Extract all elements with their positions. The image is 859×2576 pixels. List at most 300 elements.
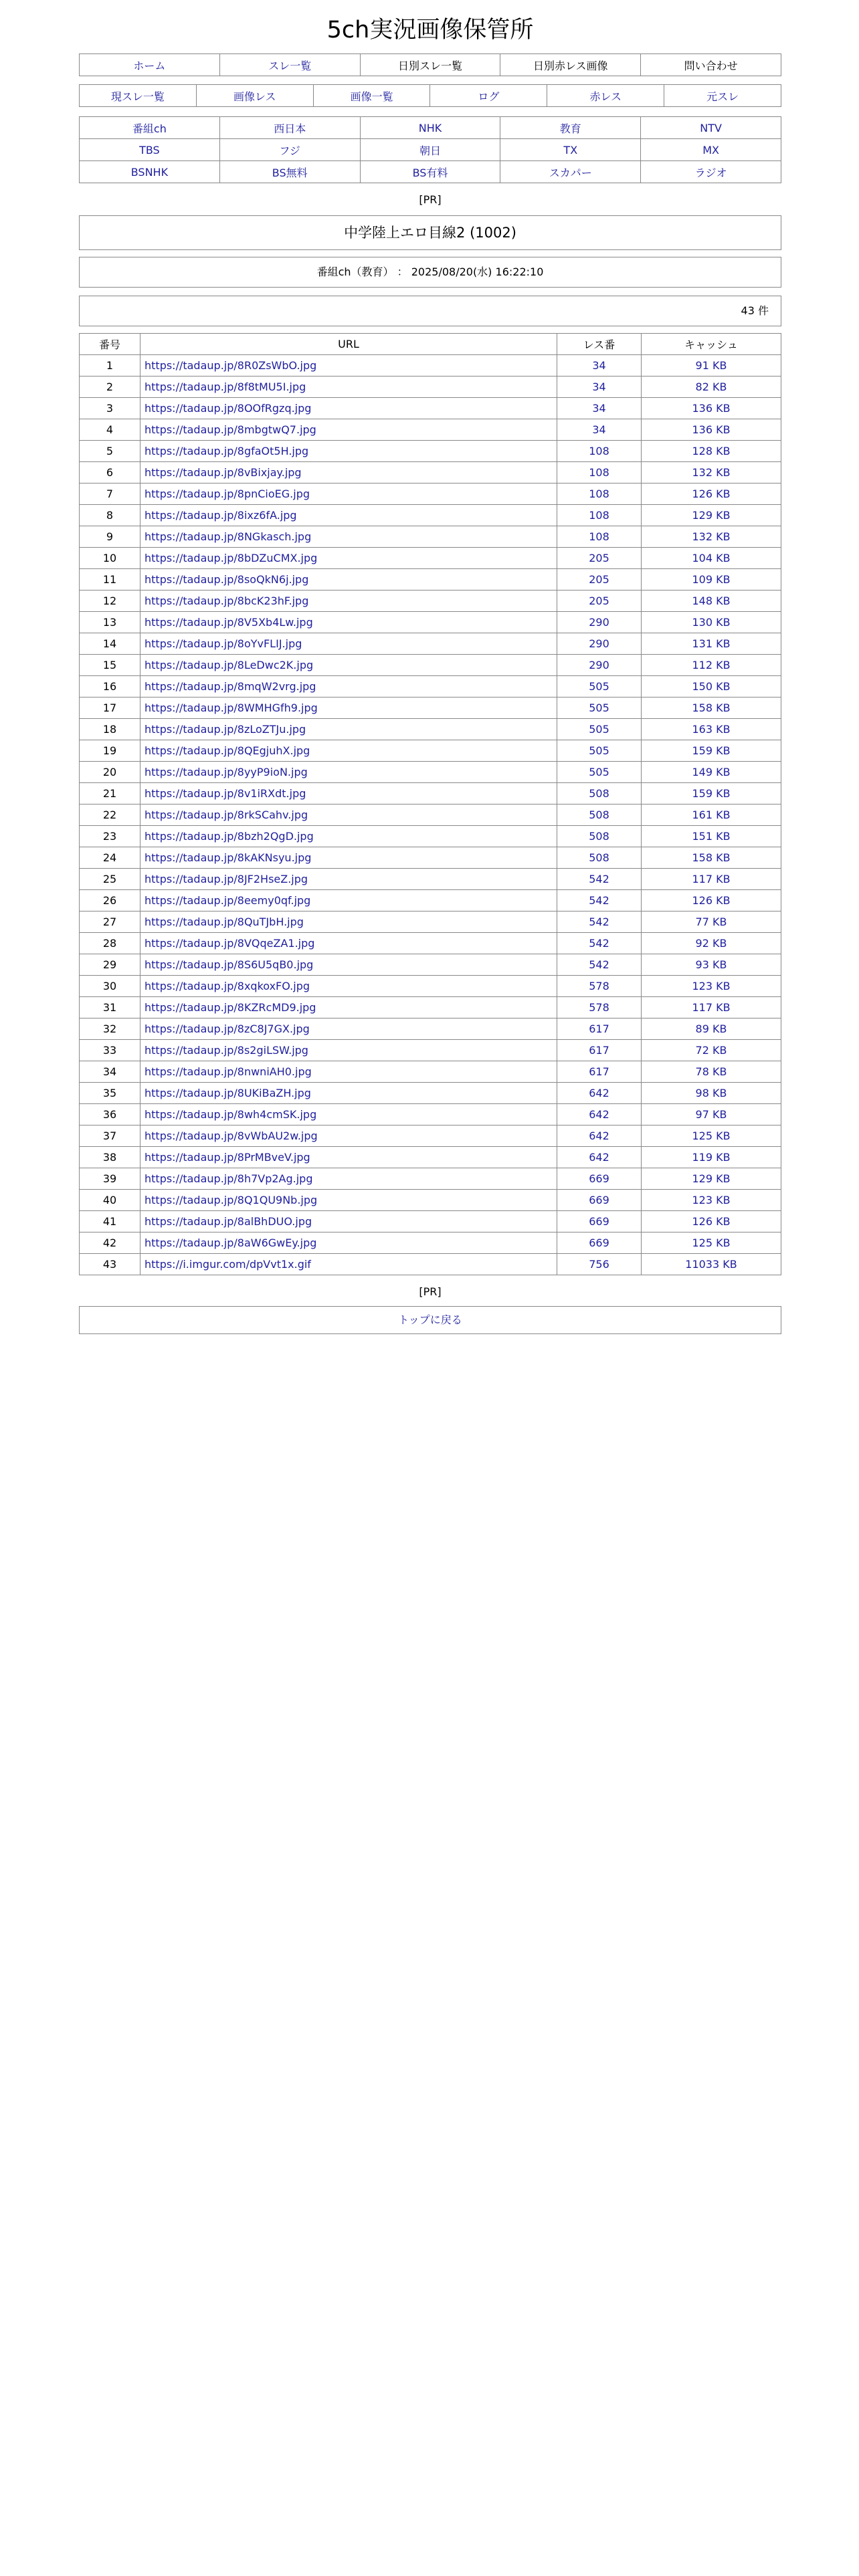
row-number: 4 [80, 419, 140, 441]
image-url-link[interactable]: https://tadaup.jp/8bcK23hF.jpg [145, 595, 309, 607]
sub-nav-cell [430, 85, 547, 107]
res-number-link[interactable]: 205 [589, 595, 609, 607]
row-cache-cell [642, 398, 781, 419]
row-url-cell [140, 1254, 557, 1275]
sub-nav-item[interactable]: ログ [478, 90, 500, 103]
res-number-link[interactable]: 108 [589, 530, 609, 543]
channel-link[interactable]: MX [702, 143, 719, 156]
row-number: 6 [80, 462, 140, 484]
row-url-cell [140, 954, 557, 976]
row-res-cell [557, 1018, 642, 1040]
table-row [80, 612, 781, 633]
channel-link[interactable]: BS無料 [272, 166, 308, 179]
cache-link[interactable]: 92 KB [695, 937, 727, 950]
channel-link[interactable]: NHK [418, 121, 442, 134]
main-nav-cell [500, 54, 641, 76]
res-number-link[interactable]: 34 [592, 423, 606, 436]
image-url-link[interactable]: https://tadaup.jp/8rkSCahv.jpg [145, 809, 308, 821]
row-cache-cell [642, 740, 781, 762]
cache-link[interactable]: 159 KB [692, 744, 731, 757]
channel-link[interactable]: 朝日 [419, 144, 441, 157]
image-url-link[interactable]: https://tadaup.jp/8gfaOt5H.jpg [145, 445, 309, 457]
row-res-cell [557, 933, 642, 954]
cache-link[interactable]: 126 KB [692, 1215, 731, 1228]
row-url-cell [140, 398, 557, 419]
res-number-link[interactable]: 508 [589, 830, 609, 843]
row-url-cell [140, 419, 557, 441]
row-cache-cell [642, 591, 781, 612]
cache-link[interactable]: 163 KB [692, 723, 731, 736]
res-number-link[interactable]: 578 [589, 1001, 609, 1014]
row-cache-cell [642, 1083, 781, 1104]
sub-nav-item[interactable]: 画像一覧 [350, 90, 393, 103]
sub-nav-item[interactable]: 現スレ一覧 [110, 90, 165, 103]
image-url-link[interactable]: https://tadaup.jp/8VQqeZA1.jpg [145, 937, 315, 950]
row-number: 5 [80, 441, 140, 462]
cache-link[interactable]: 158 KB [692, 851, 731, 864]
row-url-cell [140, 804, 557, 826]
image-url-link[interactable]: https://tadaup.jp/8bDZuCMX.jpg [145, 552, 318, 564]
row-res-cell [557, 462, 642, 484]
res-number-link[interactable]: 205 [589, 552, 609, 564]
image-url-link[interactable]: https://tadaup.jp/8xqkoxFO.jpg [145, 980, 310, 992]
row-res-cell [557, 505, 642, 526]
row-number: 14 [80, 633, 140, 655]
cache-link[interactable]: 78 KB [695, 1065, 727, 1078]
row-res-cell [557, 591, 642, 612]
image-url-link[interactable]: https://tadaup.jp/8PrMBveV.jpg [145, 1151, 310, 1164]
image-url-link[interactable]: https://tadaup.jp/8mbgtwQ7.jpg [145, 423, 316, 436]
row-url-cell [140, 441, 557, 462]
row-number: 31 [80, 997, 140, 1018]
image-url-link[interactable]: https://tadaup.jp/8s2giLSW.jpg [145, 1044, 308, 1057]
res-number-link[interactable]: 108 [589, 466, 609, 479]
channel-link[interactable]: 教育 [559, 122, 581, 135]
res-number-link[interactable]: 508 [589, 809, 609, 821]
table-row [80, 505, 781, 526]
row-res-cell [557, 569, 642, 591]
res-number-link[interactable]: 108 [589, 509, 609, 522]
cache-link[interactable]: 72 KB [695, 1044, 727, 1057]
row-res-cell [557, 783, 642, 804]
image-url-link[interactable]: https://tadaup.jp/8JF2HseZ.jpg [145, 873, 308, 885]
table-row [80, 997, 781, 1018]
row-number: 23 [80, 826, 140, 847]
table-row [80, 1232, 781, 1254]
channel-cell [360, 139, 500, 161]
image-url-link[interactable]: https://tadaup.jp/8Q1QU9Nb.jpg [145, 1194, 318, 1206]
row-cache-cell [642, 890, 781, 911]
cache-link[interactable]: 126 KB [692, 894, 731, 907]
channel-cell [219, 161, 360, 183]
row-url-cell [140, 697, 557, 719]
row-cache-cell [642, 633, 781, 655]
channel-link[interactable]: 番組ch [132, 122, 167, 135]
image-url-link[interactable]: https://tadaup.jp/8alBhDUO.jpg [145, 1215, 312, 1228]
cache-link[interactable]: 129 KB [692, 1172, 731, 1185]
image-url-link[interactable]: https://tadaup.jp/8zLoZTJu.jpg [145, 723, 306, 736]
row-cache-cell [642, 1125, 781, 1147]
cache-link[interactable]: 136 KB [692, 402, 731, 415]
sub-nav-item[interactable]: 元スレ [706, 90, 739, 103]
image-url-link[interactable]: https://tadaup.jp/8yyP9ioN.jpg [145, 766, 308, 778]
res-number-link[interactable]: 108 [589, 488, 609, 500]
cache-link[interactable]: 123 KB [692, 980, 731, 992]
row-res-cell [557, 1104, 642, 1125]
row-cache-cell [642, 1061, 781, 1083]
row-cache-cell [642, 1018, 781, 1040]
main-nav-item[interactable]: 日別スレ一覧 [397, 59, 462, 72]
res-number-link[interactable]: 290 [589, 659, 609, 671]
row-url-cell [140, 890, 557, 911]
table-row [80, 697, 781, 719]
result-count: 43 件 [741, 304, 769, 317]
row-url-cell [140, 1147, 557, 1168]
table-row [80, 826, 781, 847]
res-number-link[interactable]: 617 [589, 1044, 609, 1057]
row-cache-cell [642, 933, 781, 954]
cache-link[interactable]: 89 KB [695, 1023, 727, 1035]
res-number-link[interactable]: 642 [589, 1087, 609, 1099]
table-row [80, 976, 781, 997]
cache-link[interactable]: 126 KB [692, 488, 731, 500]
row-cache-cell [642, 526, 781, 548]
row-cache-cell [642, 569, 781, 591]
image-url-link[interactable]: https://tadaup.jp/8bzh2QgD.jpg [145, 830, 314, 843]
cache-link[interactable]: 125 KB [692, 1237, 731, 1249]
cache-link[interactable]: 11033 KB [685, 1258, 737, 1271]
cache-link[interactable]: 82 KB [695, 381, 727, 393]
image-url-link[interactable]: https://tadaup.jp/8QuTJbH.jpg [145, 916, 304, 928]
channel-link[interactable]: BSNHK [130, 165, 169, 179]
cache-link[interactable]: 123 KB [692, 1194, 731, 1206]
cache-link[interactable]: 128 KB [692, 445, 731, 457]
res-number-link[interactable]: 290 [589, 637, 609, 650]
channel-link[interactable]: フジ [279, 144, 300, 157]
sub-nav-item[interactable]: 赤レス [589, 90, 622, 103]
main-nav-item[interactable]: 問い合わせ [684, 59, 738, 72]
image-url-link[interactable]: https://tadaup.jp/8pnCioEG.jpg [145, 488, 310, 500]
row-url-cell [140, 719, 557, 740]
row-url-cell [140, 548, 557, 569]
res-number-link[interactable]: 505 [589, 680, 609, 693]
res-number-link[interactable]: 508 [589, 851, 609, 864]
row-res-cell [557, 1083, 642, 1104]
channel-cell [80, 139, 220, 161]
image-url-link[interactable]: https://i.imgur.com/dpVvt1x.gif [145, 1258, 311, 1271]
sub-nav-cell [664, 85, 781, 107]
row-number: 21 [80, 783, 140, 804]
row-res-cell [557, 1232, 642, 1254]
cache-link[interactable]: 132 KB [692, 530, 731, 543]
res-number-link[interactable]: 669 [589, 1194, 609, 1206]
row-url-cell [140, 1168, 557, 1190]
res-number-link[interactable]: 542 [589, 873, 609, 885]
row-number: 37 [80, 1125, 140, 1147]
table-row [80, 377, 781, 398]
row-url-cell [140, 569, 557, 591]
row-cache-cell [642, 911, 781, 933]
channel-cell [219, 117, 360, 139]
cache-link[interactable]: 109 KB [692, 573, 731, 586]
row-number: 35 [80, 1083, 140, 1104]
image-url-link[interactable]: https://tadaup.jp/8NGkasch.jpg [145, 530, 312, 543]
main-nav-cell [641, 54, 781, 76]
row-cache-cell [642, 676, 781, 697]
cache-link[interactable]: 91 KB [695, 359, 727, 372]
channel-link[interactable]: 西日本 [274, 122, 306, 135]
res-number-link[interactable]: 642 [589, 1108, 609, 1121]
row-res-cell [557, 869, 642, 890]
table-row [80, 548, 781, 569]
row-number: 2 [80, 377, 140, 398]
cache-link[interactable]: 104 KB [692, 552, 731, 564]
res-number-link[interactable]: 578 [589, 980, 609, 992]
cache-link[interactable]: 112 KB [692, 659, 731, 671]
row-cache-cell [642, 1190, 781, 1211]
row-url-cell [140, 1083, 557, 1104]
row-number: 27 [80, 911, 140, 933]
row-url-cell [140, 505, 557, 526]
table-row [80, 419, 781, 441]
res-number-link[interactable]: 669 [589, 1215, 609, 1228]
image-url-link[interactable]: https://tadaup.jp/8kAKNsyu.jpg [145, 851, 312, 864]
image-url-link[interactable]: https://tadaup.jp/8R0ZsWbO.jpg [145, 359, 317, 372]
res-number-link[interactable]: 205 [589, 573, 609, 586]
channel-link[interactable]: ラジオ [694, 166, 727, 179]
res-number-link[interactable]: 508 [589, 787, 609, 800]
row-number: 41 [80, 1211, 140, 1232]
cache-link[interactable]: 131 KB [692, 637, 731, 650]
row-cache-cell [642, 697, 781, 719]
image-url-link[interactable]: https://tadaup.jp/8OOfRgzq.jpg [145, 402, 312, 415]
res-number-link[interactable]: 505 [589, 744, 609, 757]
cache-link[interactable]: 148 KB [692, 595, 731, 607]
row-res-cell [557, 419, 642, 441]
image-url-link[interactable]: https://tadaup.jp/8nwniAH0.jpg [145, 1065, 312, 1078]
row-cache-cell [642, 1168, 781, 1190]
channel-link[interactable]: NTV [700, 121, 722, 134]
sub-nav-item[interactable]: 画像レス [233, 90, 276, 103]
back-to-top-link[interactable]: トップに戻る [398, 1313, 462, 1326]
image-url-link[interactable]: https://tadaup.jp/8mqW2vrg.jpg [145, 680, 316, 693]
row-res-cell [557, 548, 642, 569]
image-url-link[interactable]: https://tadaup.jp/8ixz6fA.jpg [145, 509, 297, 522]
image-url-link[interactable]: https://tadaup.jp/8vWbAU2w.jpg [145, 1130, 318, 1142]
res-number-link[interactable]: 542 [589, 894, 609, 907]
row-url-cell [140, 762, 557, 783]
cache-link[interactable]: 151 KB [692, 830, 731, 843]
res-number-link[interactable]: 756 [589, 1258, 609, 1271]
image-url-link[interactable]: https://tadaup.jp/8v1iRXdt.jpg [145, 787, 306, 800]
channel-link[interactable]: スカパー [549, 166, 592, 179]
row-cache-cell [642, 419, 781, 441]
image-url-link[interactable]: https://tadaup.jp/8V5Xb4Lw.jpg [145, 616, 313, 629]
image-url-link[interactable]: https://tadaup.jp/8wh4cmSK.jpg [145, 1108, 317, 1121]
cache-link[interactable]: 159 KB [692, 787, 731, 800]
res-number-link[interactable]: 669 [589, 1237, 609, 1249]
table-row [80, 355, 781, 377]
cache-link[interactable]: 117 KB [692, 873, 731, 885]
row-cache-cell [642, 869, 781, 890]
image-url-link[interactable]: https://tadaup.jp/8oYvFLIJ.jpg [145, 637, 302, 650]
channel-cell [80, 161, 220, 183]
main-nav-cell [360, 54, 500, 76]
channel-cell [500, 161, 641, 183]
channel-link[interactable]: BS有料 [412, 166, 448, 179]
row-number: 9 [80, 526, 140, 548]
cache-link[interactable]: 136 KB [692, 423, 731, 436]
row-res-cell [557, 890, 642, 911]
res-number-link[interactable]: 642 [589, 1130, 609, 1142]
res-number-link[interactable]: 542 [589, 916, 609, 928]
image-url-link[interactable]: https://tadaup.jp/8WMHGfh9.jpg [145, 702, 318, 714]
row-number: 3 [80, 398, 140, 419]
image-url-link[interactable]: https://tadaup.jp/8S6U5qB0.jpg [145, 958, 314, 971]
row-res-cell [557, 911, 642, 933]
row-res-cell [557, 355, 642, 377]
row-res-cell [557, 676, 642, 697]
row-number: 29 [80, 954, 140, 976]
row-res-cell [557, 954, 642, 976]
cache-link[interactable]: 132 KB [692, 466, 731, 479]
image-url-link[interactable]: https://tadaup.jp/8eemy0qf.jpg [145, 894, 311, 907]
channel-link[interactable]: TBS [139, 143, 160, 156]
row-res-cell [557, 1061, 642, 1083]
channel-cell [360, 117, 500, 139]
row-cache-cell [642, 1104, 781, 1125]
row-url-cell [140, 997, 557, 1018]
image-url-link[interactable]: https://tadaup.jp/8KZRcMD9.jpg [145, 1001, 316, 1014]
image-url-link[interactable]: https://tadaup.jp/8QEgjuhX.jpg [145, 744, 310, 757]
row-res-cell [557, 612, 642, 633]
res-number-link[interactable]: 505 [589, 702, 609, 714]
channel-nav [79, 116, 781, 183]
row-cache-cell [642, 1211, 781, 1232]
res-number-link[interactable]: 642 [589, 1151, 609, 1164]
main-nav-item[interactable]: スレ一覧 [268, 59, 312, 72]
row-url-cell [140, 933, 557, 954]
row-number: 24 [80, 847, 140, 869]
row-cache-cell [642, 826, 781, 847]
header-cache: キャッシュ [642, 334, 781, 355]
row-res-cell [557, 377, 642, 398]
row-res-cell [557, 804, 642, 826]
row-res-cell [557, 398, 642, 419]
sub-nav-cell [547, 85, 664, 107]
row-number: 33 [80, 1040, 140, 1061]
cache-link[interactable]: 119 KB [692, 1151, 731, 1164]
res-number-link[interactable]: 290 [589, 616, 609, 629]
thread-info: 番組ch（教育） ： 2025/08/20(水) 16:22:10 [316, 265, 544, 278]
cache-link[interactable]: 161 KB [692, 809, 731, 821]
cache-link[interactable]: 97 KB [695, 1108, 727, 1121]
image-url-link[interactable]: https://tadaup.jp/8zC8J7GX.jpg [145, 1023, 310, 1035]
res-number-link[interactable]: 505 [589, 723, 609, 736]
row-cache-cell [642, 1232, 781, 1254]
cache-link[interactable]: 129 KB [692, 509, 731, 522]
channel-cell [80, 117, 220, 139]
row-cache-cell [642, 804, 781, 826]
cache-link[interactable]: 158 KB [692, 702, 731, 714]
row-url-cell [140, 740, 557, 762]
cache-link[interactable]: 125 KB [692, 1130, 731, 1142]
image-url-link[interactable]: https://tadaup.jp/8f8tMU5I.jpg [145, 381, 306, 393]
table-row [80, 484, 781, 505]
res-number-link[interactable]: 108 [589, 445, 609, 457]
cache-link[interactable]: 93 KB [695, 958, 727, 971]
res-number-link[interactable]: 542 [589, 958, 609, 971]
page-container [79, 0, 781, 1334]
row-url-cell [140, 484, 557, 505]
cache-link[interactable]: 77 KB [695, 916, 727, 928]
table-row [80, 1125, 781, 1147]
row-number: 22 [80, 804, 140, 826]
channel-cell [500, 117, 641, 139]
res-number-link[interactable]: 34 [592, 381, 606, 393]
table-row [80, 441, 781, 462]
row-res-cell [557, 847, 642, 869]
res-number-link[interactable]: 505 [589, 766, 609, 778]
row-url-cell [140, 633, 557, 655]
row-number: 19 [80, 740, 140, 762]
thread-title: 中学陸上エロ目線2 (1002) [344, 225, 516, 241]
row-res-cell [557, 484, 642, 505]
table-row [80, 569, 781, 591]
image-url-link[interactable]: https://tadaup.jp/8aW6GwEy.jpg [145, 1237, 317, 1249]
image-url-link[interactable]: https://tadaup.jp/8LeDwc2K.jpg [145, 659, 314, 671]
cache-link[interactable]: 149 KB [692, 766, 731, 778]
main-nav-item[interactable]: 日別赤レス画像 [533, 59, 608, 72]
channel-link[interactable]: TX [563, 143, 578, 156]
image-url-link[interactable]: https://tadaup.jp/8soQkN6j.jpg [145, 573, 309, 586]
pr-label-bottom: [PR] [419, 1285, 442, 1298]
row-url-cell [140, 1232, 557, 1254]
res-number-link[interactable]: 617 [589, 1023, 609, 1035]
res-number-link[interactable]: 617 [589, 1065, 609, 1078]
res-number-link[interactable]: 669 [589, 1172, 609, 1185]
res-number-link[interactable]: 34 [592, 359, 606, 372]
cache-link[interactable]: 150 KB [692, 680, 731, 693]
table-row [80, 676, 781, 697]
row-url-cell [140, 783, 557, 804]
cache-link[interactable]: 117 KB [692, 1001, 731, 1014]
table-row [80, 633, 781, 655]
row-number: 30 [80, 976, 140, 997]
image-url-link[interactable]: https://tadaup.jp/8h7Vp2Ag.jpg [145, 1172, 313, 1185]
row-number: 7 [80, 484, 140, 505]
cache-link[interactable]: 98 KB [695, 1087, 727, 1099]
res-number-link[interactable]: 542 [589, 937, 609, 950]
result-count-box [79, 296, 781, 326]
table-row [80, 655, 781, 676]
row-number: 36 [80, 1104, 140, 1125]
main-nav-item[interactable]: ホーム [133, 59, 166, 72]
image-url-link[interactable]: https://tadaup.jp/8vBixjay.jpg [145, 466, 302, 479]
row-res-cell [557, 976, 642, 997]
table-row [80, 462, 781, 484]
res-number-link[interactable]: 34 [592, 402, 606, 415]
row-cache-cell [642, 655, 781, 676]
row-url-cell [140, 1211, 557, 1232]
cache-link[interactable]: 130 KB [692, 616, 731, 629]
image-url-table [79, 333, 781, 1275]
row-cache-cell [642, 1254, 781, 1275]
row-res-cell [557, 1190, 642, 1211]
row-res-cell [557, 1040, 642, 1061]
image-url-link[interactable]: https://tadaup.jp/8UKiBaZH.jpg [145, 1087, 311, 1099]
row-cache-cell [642, 377, 781, 398]
